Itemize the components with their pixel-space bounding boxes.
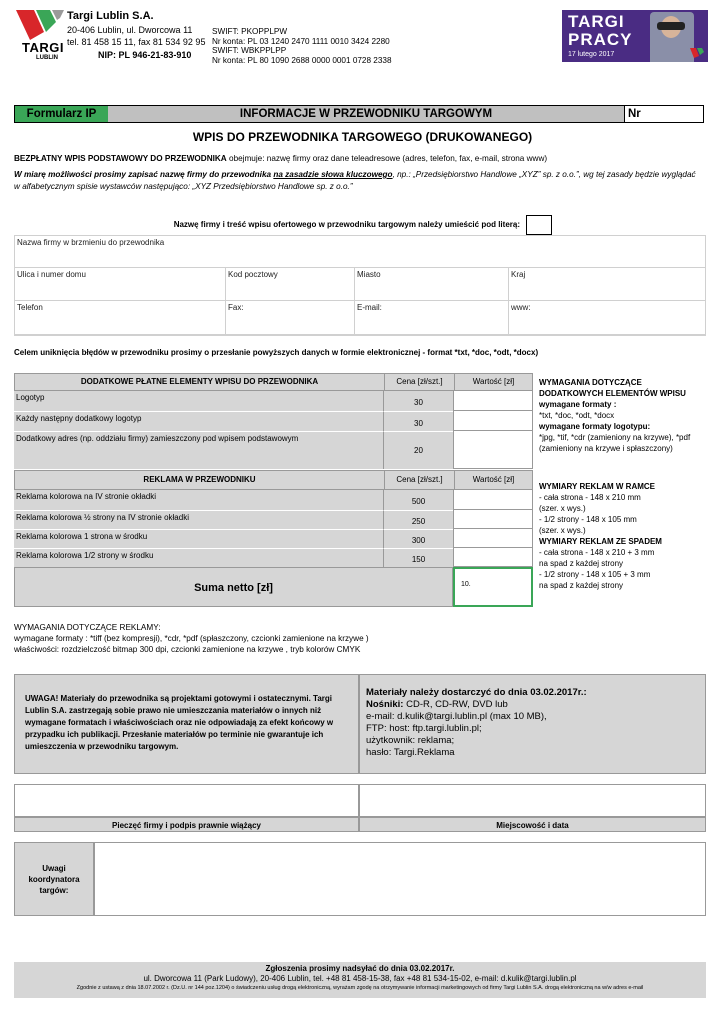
row-value-input[interactable] (453, 411, 533, 431)
row-price: 30 (383, 411, 453, 431)
place-date-field[interactable] (359, 784, 706, 817)
country-label: Kraj (511, 270, 526, 279)
row-label: Każdy następny dodatkowy logotyp (14, 411, 383, 431)
req-logo-label: wymagane formaty logotypu: (539, 422, 651, 431)
footer-legal: Zgodnie z ustawą z dnia 18.07.2002 r. (Dz.U. nr 144 poz.1204) o świadczeniu usług drogą elektroniczną, wyrażam zgodę na otrzymywanie informacji marketingowych od firmy Targi Lublin S.A. drogą elektroniczną na w/w adres e-mail (76, 985, 644, 991)
keyword-line2: w alfabetycznym spisie wystawców następująco: „XYZ Przedsiębiorstwo Handlowe sp. z o.o.” (14, 182, 353, 191)
keyword-text (14, 169, 706, 181)
extras-header: DODATKOWE PŁATNE ELEMENTY WPISU DO PRZEWODNIKA (15, 374, 384, 390)
table-row (14, 411, 533, 431)
format-note: Celem uniknięcia błędów w przewodniku prosimy o przesłanie powyższych danych w formie elektronicznej - format *txt, *doc, *odt, *docx) (14, 348, 539, 357)
row-value-input[interactable] (453, 431, 533, 469)
req-logo-value-1: *jpg, *tif, *cdr (zamieniony na krzywe), *pdf (539, 433, 691, 442)
page-title: WPIS DO PRZEWODNIKA TARGOWEGO (DRUKOWANEGO) (192, 130, 533, 144)
bleed-full: - cała strona - 148 x 210 + 3 mm (539, 548, 655, 557)
table-row (14, 490, 533, 510)
row-price: 20 (383, 431, 453, 469)
row-value-input[interactable] (453, 391, 533, 411)
row-label: Reklama kolorowa na IV stronie okładki (14, 490, 383, 510)
free-entry-bold: BEZPŁATNY WPIS PODSTAWOWY DO PRZEWODNIKA (14, 154, 227, 163)
fax-field[interactable] (225, 300, 355, 336)
company-nip: NIP: PL 946-21-83-910 (98, 50, 192, 60)
ad-req-line-1: wymagane formaty : *tiff (bez kompresji), *cdr, *pdf (spłaszczony, czcionki zamienione na krzywe ) (14, 634, 369, 643)
bank-swift-1: SWIFT: PKOPPLPW (212, 27, 288, 36)
row-price: 30 (383, 391, 453, 411)
extras-price-header: Cena [zł/szt.] (384, 374, 454, 390)
badge-date: 17 lutego 2017 (568, 51, 615, 58)
letter-input[interactable] (526, 215, 552, 235)
stamp-signature-label: Pieczęć firmy i podpis prawnie wiążący (14, 817, 359, 832)
ads-header: REKLAMA W PRZEWODNIKU (15, 471, 384, 489)
row-price: 150 (383, 548, 453, 567)
delivery-media-value: CD-R, CD-RW, DVD lub (403, 699, 508, 710)
req-title-1: WYMAGANIA DOTYCZĄCE (539, 378, 642, 387)
row-label: Logotyp (14, 391, 383, 411)
row-label: Reklama kolorowa 1/2 strony w środku (14, 548, 383, 567)
delivery-title: Materiały należy dostarczyć do dnia 03.02.2017r.: (366, 687, 587, 698)
www-field[interactable] (508, 300, 706, 336)
req-logo-value-2: (zamieniony na krzywe i spłaszczony) (539, 444, 673, 453)
frame-full: - cała strona - 148 x 210 mm (539, 493, 641, 502)
footer (14, 962, 706, 998)
email-field[interactable] (354, 300, 509, 336)
sum-label: Suma netto [zł] (14, 567, 453, 607)
delivery-password: hasło: Targi.Reklama (366, 747, 455, 758)
stamp-signature-field[interactable] (14, 784, 359, 817)
form-label: Formularz IP (15, 106, 108, 122)
row-value-input[interactable] (453, 510, 533, 529)
ad-req-line-2: właściwości: rozdzielczość bitmap 300 dpi, czcionki zamienione na krzywe , tryb kolorów CMYK (14, 645, 361, 654)
sum-index: 10. (461, 581, 471, 588)
row-price: 500 (383, 490, 453, 510)
bank-swift-2: SWIFT: WBKPPLPP (212, 46, 287, 55)
table-row (14, 529, 533, 548)
form-number-field[interactable]: Nr (624, 106, 703, 122)
bank-account-2: Nr konta: PL 80 1090 2688 0000 0001 0728 2338 (212, 56, 392, 65)
sum-input[interactable] (453, 567, 533, 607)
city-field[interactable] (354, 267, 509, 301)
street-field[interactable] (14, 267, 226, 301)
logo-word: TARGI (22, 40, 64, 55)
row-label: Reklama kolorowa 1 strona w środku (14, 529, 383, 548)
row-label: Dodatkowy adres (np. oddziału firmy) zamieszczony pod wpisem podstawowym (14, 431, 383, 469)
keyword-underline: na zasadzie słowa kluczowego (273, 170, 393, 179)
bleed-half-note: na spad z każdej strony (539, 581, 624, 590)
phone-field[interactable] (14, 300, 226, 336)
postcode-field[interactable] (225, 267, 355, 301)
row-value-input[interactable] (453, 548, 533, 567)
delivery-user: użytkownik: reklama; (366, 735, 455, 746)
company-name: Targi Lublin S.A. (67, 10, 154, 22)
ad-dimensions-column (539, 481, 662, 591)
postcode-label: Kod pocztowy (228, 270, 278, 279)
binoculars-icon (657, 22, 685, 30)
targi-logo-mark (16, 10, 64, 40)
keyword-bold: W miarę możliwości prosimy zapisać nazwę firmy do przewodnika (14, 170, 274, 179)
city-label: Miasto (357, 270, 381, 279)
warning-text: UWAGA! Materiały do przewodnika są projektami gotowymi i ostatecznymi. Targi Lublin S.A. zastrzegają sobie prawo nie umieszczania materiałów o innych niż wymagane formatach i właściwościach oraz nie odpowiadają za efekt końcowy w przypadku ich publikacji. Przesłanie materiałów po terminie nie gwarantuje ich umieszczenia w przewodniku targowym. (25, 694, 334, 751)
badge-title-2: PRACY (568, 30, 633, 49)
bleed-full-note: na spad z każdej strony (539, 559, 624, 568)
company-data-form (14, 235, 706, 335)
table-row (14, 391, 533, 411)
free-entry-rest: obejmuje: nazwę firmy oraz dane teleadresowe (adres, telefon, fax, e-mail, strona www) (226, 154, 548, 163)
table-row (14, 548, 533, 567)
table-row (14, 431, 533, 469)
frame-full-note: (szer. x wys.) (539, 504, 586, 513)
footer-contact: ul. Dworcowa 11 (Park Ludowy), 20-406 Lublin, tel. +48 81 458-15-38, fax +48 81 534-15-02, e-mail: d.kulik@targi.lublin.pl (143, 974, 577, 983)
bleed-title: WYMIARY REKLAM ZE SPADEM (539, 537, 662, 546)
www-label: www: (511, 303, 531, 312)
company-phone: tel. 81 458 15 11, fax 81 534 92 95 (67, 37, 206, 47)
sum-row (14, 567, 533, 607)
ad-requirements (14, 622, 369, 655)
phone-label: Telefon (17, 303, 43, 312)
frame-title: WYMIARY REKLAM W RAMCE (539, 482, 655, 491)
frame-half: - 1/2 strony - 148 x 105 mm (539, 515, 637, 524)
req-title-2: DODATKOWYCH ELEMENTÓW WPISU (539, 389, 686, 398)
form-title-bar (14, 105, 704, 123)
form-title: INFORMACJE W PRZEWODNIKU TARGOWYM (239, 108, 493, 120)
delivery-box (359, 674, 706, 774)
company-name-field[interactable] (14, 235, 706, 268)
ads-price-header: Cena [zł/szt.] (384, 471, 454, 489)
coordinator-label: Uwagi koordynatora targów: (14, 842, 94, 916)
row-value-input[interactable] (453, 529, 533, 548)
street-label: Ulica i numer domu (17, 270, 86, 279)
bank-account-1: Nr konta: PL 03 1240 2470 1111 0010 3424 2280 (212, 37, 390, 46)
fax-label: Fax: (228, 303, 244, 312)
extras-header-row (14, 373, 533, 391)
place-date-label: Miejscowość i data (359, 817, 706, 832)
footer-deadline: Zgłoszenia prosimy nadsyłać do dnia 03.02.2017r. (265, 964, 455, 973)
row-price: 250 (383, 510, 453, 529)
row-label: Reklama kolorowa ½ strony na IV stronie okładki (14, 510, 383, 529)
row-price: 300 (383, 529, 453, 548)
bleed-half: - 1/2 strony - 148 x 105 + 3 mm (539, 570, 651, 579)
ads-header-row (14, 470, 533, 490)
extras-value-header: Wartość [zł] (454, 374, 532, 390)
delivery-ftp: FTP: host: ftp.targi.lublin.pl; (366, 723, 482, 734)
free-entry-text (14, 153, 706, 165)
logo-city: LUBLIN (36, 55, 58, 61)
frame-half-note: (szer. x wys.) (539, 526, 586, 535)
badge-title-1: TARGI (568, 12, 625, 31)
email-label: E-mail: (357, 303, 382, 312)
delivery-email: e-mail: d.kulik@targi.lublin.pl (max 10 MB), (366, 711, 547, 722)
ad-req-title: WYMAGANIA DOTYCZĄCE REKLAMY: (14, 623, 161, 632)
row-value-input[interactable] (453, 490, 533, 510)
country-field[interactable] (508, 267, 706, 301)
letter-label: Nazwę firmy i treść wpisu ofertowego w przewodniku targowym należy umieścić pod literą: (173, 220, 520, 229)
company-address: 20-406 Lublin, ul. Dworcowa 11 (67, 25, 193, 35)
company-name-label: Nazwa firmy w brzmieniu do przewodnika (17, 238, 165, 247)
targi-pracy-badge (562, 10, 708, 62)
req-formats-value: *txt, *doc, *odt, *docx (539, 411, 615, 420)
badge-logo-icon (690, 48, 704, 58)
req-formats-label: wymagane formaty : (539, 400, 617, 409)
warning-box (14, 674, 359, 774)
requirements-column (539, 377, 690, 454)
table-row (14, 510, 533, 529)
coordinator-notes-field[interactable] (94, 842, 706, 916)
keyword-rest: , np.: „Przedsiębiorstwo Handlowe „XYZ” sp. z o.o.”, wg tej zasady będzie wyglądać (392, 170, 696, 179)
ads-value-header: Wartość [zł] (454, 471, 532, 489)
delivery-media-label: Nośniki: (366, 699, 404, 710)
